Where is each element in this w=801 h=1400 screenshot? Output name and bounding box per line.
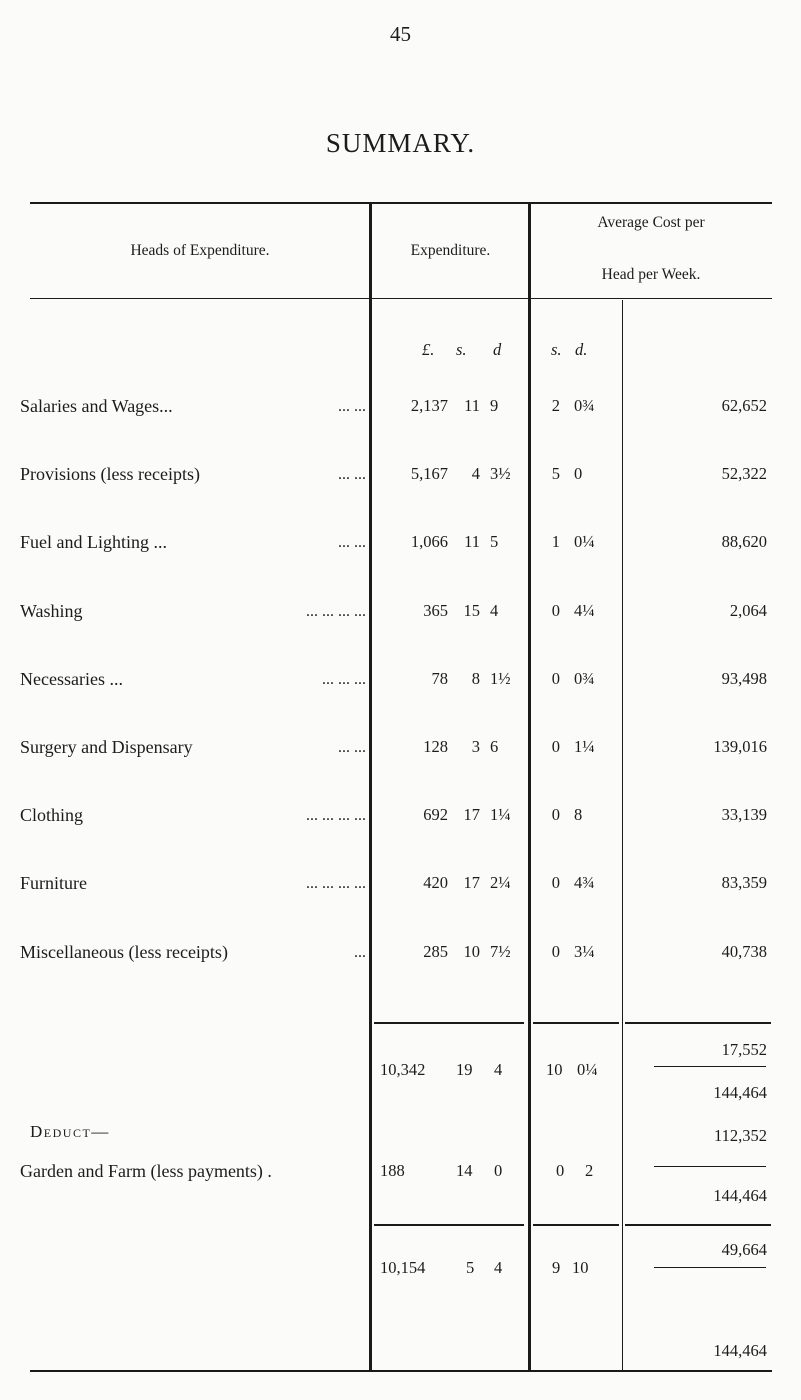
row-pounds: 78 [431,669,448,688]
row-pence: 9 [490,396,499,415]
deduct-avg-shillings: 0 [556,1161,565,1180]
header-average-cost-line2: Head per Week. [601,266,701,283]
row-shillings: 11 [464,532,480,551]
net-pence: 4 [494,1258,503,1277]
row-pounds: 128 [423,737,448,756]
row-avg-shillings: 1 [551,532,560,551]
row-avg-shillings: 5 [551,464,560,483]
row-extra: 52,322 [721,464,767,483]
row-pence: 3½ [490,464,511,483]
row-avg-pence: 0¼ [574,532,595,551]
row-avg-shillings: 0 [551,873,560,892]
row-leader-dots: ... ... [338,534,366,551]
row-label: Salaries and Wages... [20,396,173,416]
table-bottom-rule [30,1370,772,1372]
total-pounds: 10,342 [380,1060,426,1079]
row-shillings: 17 [463,805,480,824]
row-shillings: 17 [463,873,480,892]
row-avg-pence: 0¾ [574,396,595,415]
total-extra-1: 17,552 [721,1040,767,1059]
total-rule-extra [625,1022,771,1024]
net-avg-pence: 10 [572,1258,589,1277]
row-leader-dots: ... ... [338,739,366,756]
deduct-pence: 0 [494,1161,503,1180]
row-label: Necessaries ... [20,669,123,689]
row-pence: 1½ [490,669,511,688]
row-pence: 6 [490,737,499,756]
row-avg-pence: 0¾ [574,669,595,688]
row-avg-pence: 4¼ [574,601,595,620]
header-expenditure: Expenditure. [410,242,491,259]
row-pounds: 2,137 [410,396,448,415]
row-label: Fuel and Lighting ... [20,532,167,552]
row-label: Surgery and Dispensary [20,737,193,757]
row-leader-dots: ... ... ... [322,671,366,688]
row-pounds: 285 [423,942,448,961]
row-avg-shillings: 2 [551,396,560,415]
row-leader-dots: ... ... ... ... [306,875,366,892]
net-avg-shillings: 9 [552,1258,561,1277]
row-extra: 2,064 [729,601,767,620]
deduct-avg-pence: 2 [585,1161,594,1180]
row-avg-pence: 3¼ [574,942,595,961]
row-avg-pence: 8 [574,805,583,824]
row-avg-shillings: 0 [551,601,560,620]
row-extra: 40,738 [721,942,767,961]
column-divider-1 [369,203,372,1371]
net-extra-rule [654,1267,766,1268]
row-label: Provisions (less receipts) [20,464,200,484]
row-leader-dots: ... ... [338,398,366,415]
unit-pounds: £. [422,340,435,359]
total-rule-expenditure [374,1022,524,1024]
row-avg-shillings: 0 [551,669,560,688]
row-avg-shillings: 0 [551,737,560,756]
row-leader-dots: ... ... [338,466,366,483]
total-shillings: 19 [456,1060,473,1079]
row-leader-dots: ... [354,944,366,961]
row-avg-pence: 0 [574,464,583,483]
row-avg-pence: 1¼ [574,737,595,756]
row-shillings: 3 [471,737,480,756]
row-extra: 83,359 [721,873,767,892]
row-extra: 88,620 [721,532,767,551]
row-avg-pence: 4¾ [574,873,595,892]
header-average-cost-line1: Average Cost per [597,214,705,231]
row-label: Clothing [20,805,84,825]
row-extra: 62,652 [721,396,767,415]
net-rule-expenditure [374,1224,524,1226]
net-rule-extra [625,1224,771,1226]
row-pence: 1¼ [490,805,511,824]
total-rule-average [533,1022,619,1024]
header-bottom-rule [30,298,772,299]
page-number: 45 [390,22,411,46]
total-extra-2: 144,464 [713,1083,767,1102]
row-shillings: 4 [471,464,480,483]
deduct-heading: Deduct— [30,1122,110,1141]
column-divider-3 [622,300,623,1370]
row-label: Washing [20,601,83,621]
row-pounds: 420 [423,873,448,892]
unit-shillings: s. [456,340,467,359]
deduct-pounds: 188 [380,1161,405,1180]
unit-avg-pence: d. [575,340,588,359]
deduct-extra-rule [654,1166,766,1167]
row-extra: 93,498 [721,669,767,688]
row-pence: 4 [490,601,499,620]
column-divider-2 [528,203,531,1371]
row-avg-shillings: 0 [551,942,560,961]
row-pounds: 1,066 [410,532,448,551]
row-shillings: 15 [463,601,480,620]
row-pence: 5 [490,532,499,551]
net-rule-average [533,1224,619,1226]
row-pence: 7½ [490,942,511,961]
page-title: SUMMARY. [325,128,476,158]
unit-pence: d [493,340,502,359]
row-pounds: 5,167 [410,464,448,483]
row-pounds: 692 [423,805,448,824]
net-pounds: 10,154 [380,1258,426,1277]
deduct-extra-2: 144,464 [713,1186,767,1205]
net-shillings: 5 [466,1258,475,1277]
row-pence: 2¼ [490,873,511,892]
row-pounds: 365 [423,601,448,620]
row-shillings: 11 [464,396,480,415]
deduct-label: Garden and Farm (less payments) . [20,1161,272,1181]
row-label: Miscellaneous (less receipts) [20,942,228,962]
net-extra-2: 144,464 [713,1341,767,1360]
row-shillings: 10 [463,942,480,961]
row-shillings: 8 [471,669,480,688]
total-avg-shillings: 10 [546,1060,563,1079]
deduct-shillings: 14 [456,1161,473,1180]
table-top-rule [30,202,772,204]
net-extra-1: 49,664 [721,1240,767,1259]
row-avg-shillings: 0 [551,805,560,824]
row-extra: 139,016 [713,737,767,756]
row-label: Furniture [20,873,87,893]
total-avg-pence: 0¼ [577,1060,598,1079]
header-heads-of-expenditure: Heads of Expenditure. [130,242,270,259]
deduct-extra-1: 112,352 [713,1126,767,1145]
row-leader-dots: ... ... ... ... [306,603,366,620]
unit-avg-shillings: s. [551,340,562,359]
total-pence: 4 [494,1060,503,1079]
total-extra-rule [654,1066,766,1067]
row-extra: 33,139 [721,805,767,824]
row-leader-dots: ... ... ... ... [306,807,366,824]
